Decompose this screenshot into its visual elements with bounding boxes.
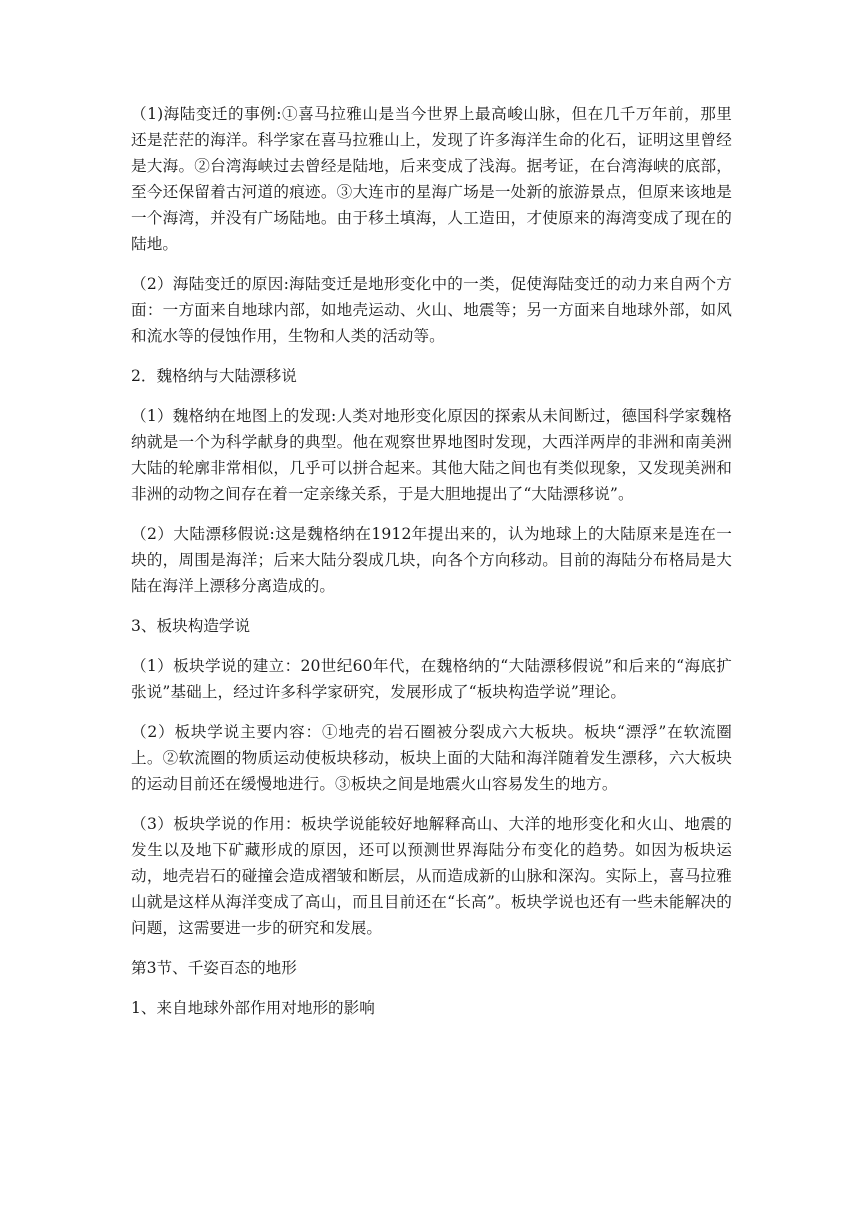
heading-wegener-continental-drift: 2．魏格纳与大陆漂移说 — [131, 367, 297, 385]
paragraph-sea-land-change-examples: （1)海陆变迁的事例:①喜马拉雅山是当今世界上最高峻山脉，但在几千万年前，那里还是茫茫的海洋。科学家在喜马拉雅山上，发现了许多海洋生命的化石，证明这里曾经是大海。②台湾海峡过去曾经是陆地，后来变成了浅海。据考证，在台湾海峡的底部，至今还保留着古河道的痕迹。③大连市的星海广场是一处新的旅游景点，但原来该地是一个海湾，并没有广场陆地。由于移土填海，人工造田，才使原来的海湾变成了现在的陆地。 — [131, 105, 732, 253]
paragraph-wegener-map-discovery: （1）魏格纳在地图上的发现:人类对地形变化原因的探索从未间断过，德国科学家魏格纳就是一个为科学献身的典型。他在观察世界地图时发现，大西洋两岸的非洲和南美洲大陆的轮廓非常相似，几乎可以拼合起来。其他大陆之间也有类似现象，又发现美洲和非洲的动物之间存在着一定亲缘关系，于是大胆地提出了“大陆漂移说”。 — [131, 407, 732, 503]
paragraph-continental-drift-hypothesis: （2）大陆漂移假说:这是魏格纳在1912年提出来的，认为地球上的大陆原来是连在一块的，周围是海洋；后来大陆分裂成几块，向各个方向移动。目前的海陆分布格局是大陆在海洋上漂移分离造成的。 — [131, 525, 732, 595]
document-page — [131, 101, 732, 1035]
paragraph-plate-theory-role: （3）板块学说的作用：板块学说能较好地解释高山、大洋的地形变化和火山、地震的发生以及地下矿藏形成的原因，还可以预测世界海陆分布变化的趋势。如因为板块运动，地壳岩石的碰撞会造成褶皱和断层，从而造成新的山脉和深沟。实际上，喜马拉雅山就是这样从海洋变成了高山，而且目前还在“长高”。板块学说也还有一些未能解决的问题，这需要进一步的研究和发展。 — [131, 815, 732, 937]
heading-plate-tectonics: 3、板块构造学说 — [131, 617, 251, 635]
heading-section-3-landforms: 第3节、千姿百态的地形 — [131, 959, 297, 977]
paragraph-plate-theory-content: （2）板块学说主要内容：①地壳的岩石圈被分裂成六大板块。板块“漂浮”在软流圈上。②软流圈的物质运动使板块移动，板块上面的大陆和海洋随着发生漂移，六大板块的运动目前还在缓慢地进行。③板块之间是地震火山容易发生的地方。 — [131, 723, 732, 793]
heading-external-forces: 1、来自地球外部作用对地形的影响 — [131, 999, 375, 1017]
paragraph-sea-land-change-causes: （2）海陆变迁的原因:海陆变迁是地形变化中的一类，促使海陆变迁的动力来自两个方面：一方面来自地球内部，如地壳运动、火山、地震等；另一方面来自地球外部，如风和流水等的侵蚀作用，生物和人类的活动等。 — [131, 275, 732, 345]
paragraph-plate-theory-establishment: （1）板块学说的建立：20世纪60年代，在魏格纳的“大陆漂移假说”和后来的“海底扩张说”基础上，经过许多科学家研究，发展形成了“板块构造学说”理论。 — [131, 657, 732, 701]
